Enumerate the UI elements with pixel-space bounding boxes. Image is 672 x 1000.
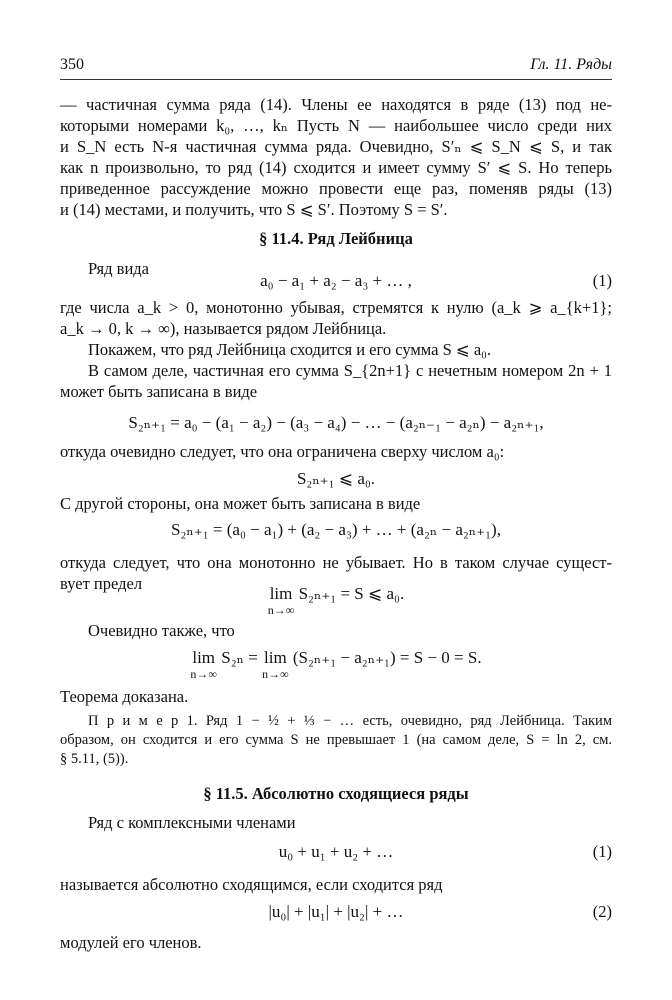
example-line: П р и м е р 1. Ряд 1 − ½ + ⅓ − … есть, очевидно, ряд Лейбница. Таким bbox=[88, 713, 612, 729]
text-line: откуда очевидно следует, что она ограничена сверху числом a₀: bbox=[60, 442, 505, 461]
equation-number: (1) bbox=[592, 271, 612, 290]
text-line: — частичная сумма ряда (14). Члены ее находятся в ряде (13) под не- bbox=[60, 95, 612, 114]
header-rule bbox=[60, 79, 612, 80]
text-line: может быть записана в виде bbox=[60, 382, 258, 401]
text-line: В самом деле, частичная его сумма S_{2n+1} с нечетным номером 2n + 1 bbox=[88, 361, 612, 380]
text-line: и (14) местами, и получить, что S ⩽ S′. Поэтому S = S′. bbox=[60, 200, 448, 219]
equation-limit-even: lim n→∞ S₂ₙ = lim n→∞ (S₂ₙ₊₁ − a₂ₙ₊₁) = S − 0 = S. bbox=[190, 648, 482, 681]
text-line: приведенное рассуждение можно провести еще раз, поменяв ряды (13) bbox=[60, 179, 612, 198]
equation-bound: S₂ₙ₊₁ ⩽ a₀. bbox=[296, 469, 376, 488]
example-line: § 5.11, (5)). bbox=[60, 751, 129, 767]
limit-operator: lim n→∞ bbox=[190, 648, 217, 681]
equation-number: (1) bbox=[592, 842, 612, 861]
limit-operator: lim n→∞ bbox=[267, 584, 295, 617]
equation-number: (2) bbox=[592, 902, 612, 921]
equation-limit: lim n→∞ S₂ₙ₊₁ = S ⩽ a₀. bbox=[267, 584, 405, 617]
text-line: и S_N есть N-я частичная сумма ряда. Очевидно, S′ₙ ⩽ S_N ⩽ S, и так bbox=[60, 137, 612, 156]
text-line: называется абсолютно сходящимся, если сходится ряд bbox=[60, 875, 443, 894]
text-line: С другой стороны, она может быть записана в виде bbox=[60, 494, 421, 513]
page-number: 350 bbox=[60, 56, 84, 73]
text-line: Теорема доказана. bbox=[60, 687, 189, 706]
equation-complex-series: u₀ + u₁ + u₂ + … bbox=[278, 842, 394, 861]
equation-grouped: S₂ₙ₊₁ = (a₀ − a₁) + (a₂ − a₃) + … + (a₂ₙ − a₂ₙ₊₁), bbox=[171, 520, 501, 539]
text-line: Ряд вида bbox=[88, 259, 149, 278]
text-line: a_k → 0, k → ∞), называется рядом Лейбница. bbox=[60, 319, 387, 338]
text-line: модулей его членов. bbox=[60, 933, 202, 952]
text-line: Покажем, что ряд Лейбница сходится и его сумма S ⩽ a₀. bbox=[88, 340, 492, 359]
text-line: Ряд с комплексными членами bbox=[88, 813, 296, 832]
section-title: § 11.4. Ряд Лейбница bbox=[259, 229, 413, 248]
section-title: § 11.5. Абсолютно сходящиеся ряды bbox=[203, 784, 469, 803]
text-line: где числа a_k > 0, монотонно убывая, стремятся к нулю (a_k ⩾ a_{k+1}; bbox=[60, 298, 612, 317]
running-title: Гл. 11. Ряды bbox=[530, 56, 612, 73]
equation-modulus-series: |u₀| + |u₁| + |u₂| + … bbox=[268, 902, 404, 921]
text-line: Очевидно также, что bbox=[88, 621, 235, 640]
text-line: вует предел bbox=[60, 574, 143, 593]
text-line: как n произвольно, то ряд (14) сходится и имеет сумму S′ ⩽ S. Но теперь bbox=[60, 158, 612, 177]
equation-partial-sum: S₂ₙ₊₁ = a₀ − (a₁ − a₂) − (a₃ − a₄) − … − (a₂ₙ₋₁ − a₂ₙ) − a₂ₙ₊₁, bbox=[128, 413, 544, 432]
limit-operator: lim n→∞ bbox=[262, 648, 289, 681]
example-line: образом, он сходится и его сумма S не превышает 1 (на самом деле, S = ln 2, см. bbox=[60, 732, 612, 748]
running-header bbox=[60, 56, 612, 78]
text-line: которыми номерами k₀, …, kₙ Пусть N — наибольшее число среди них bbox=[60, 116, 612, 135]
text-line: откуда следует, что она монотонно не убывает. Но в таком случае сущест- bbox=[60, 553, 612, 572]
equation-1: a₀ − a₁ + a₂ − a₃ + … , bbox=[260, 271, 412, 290]
